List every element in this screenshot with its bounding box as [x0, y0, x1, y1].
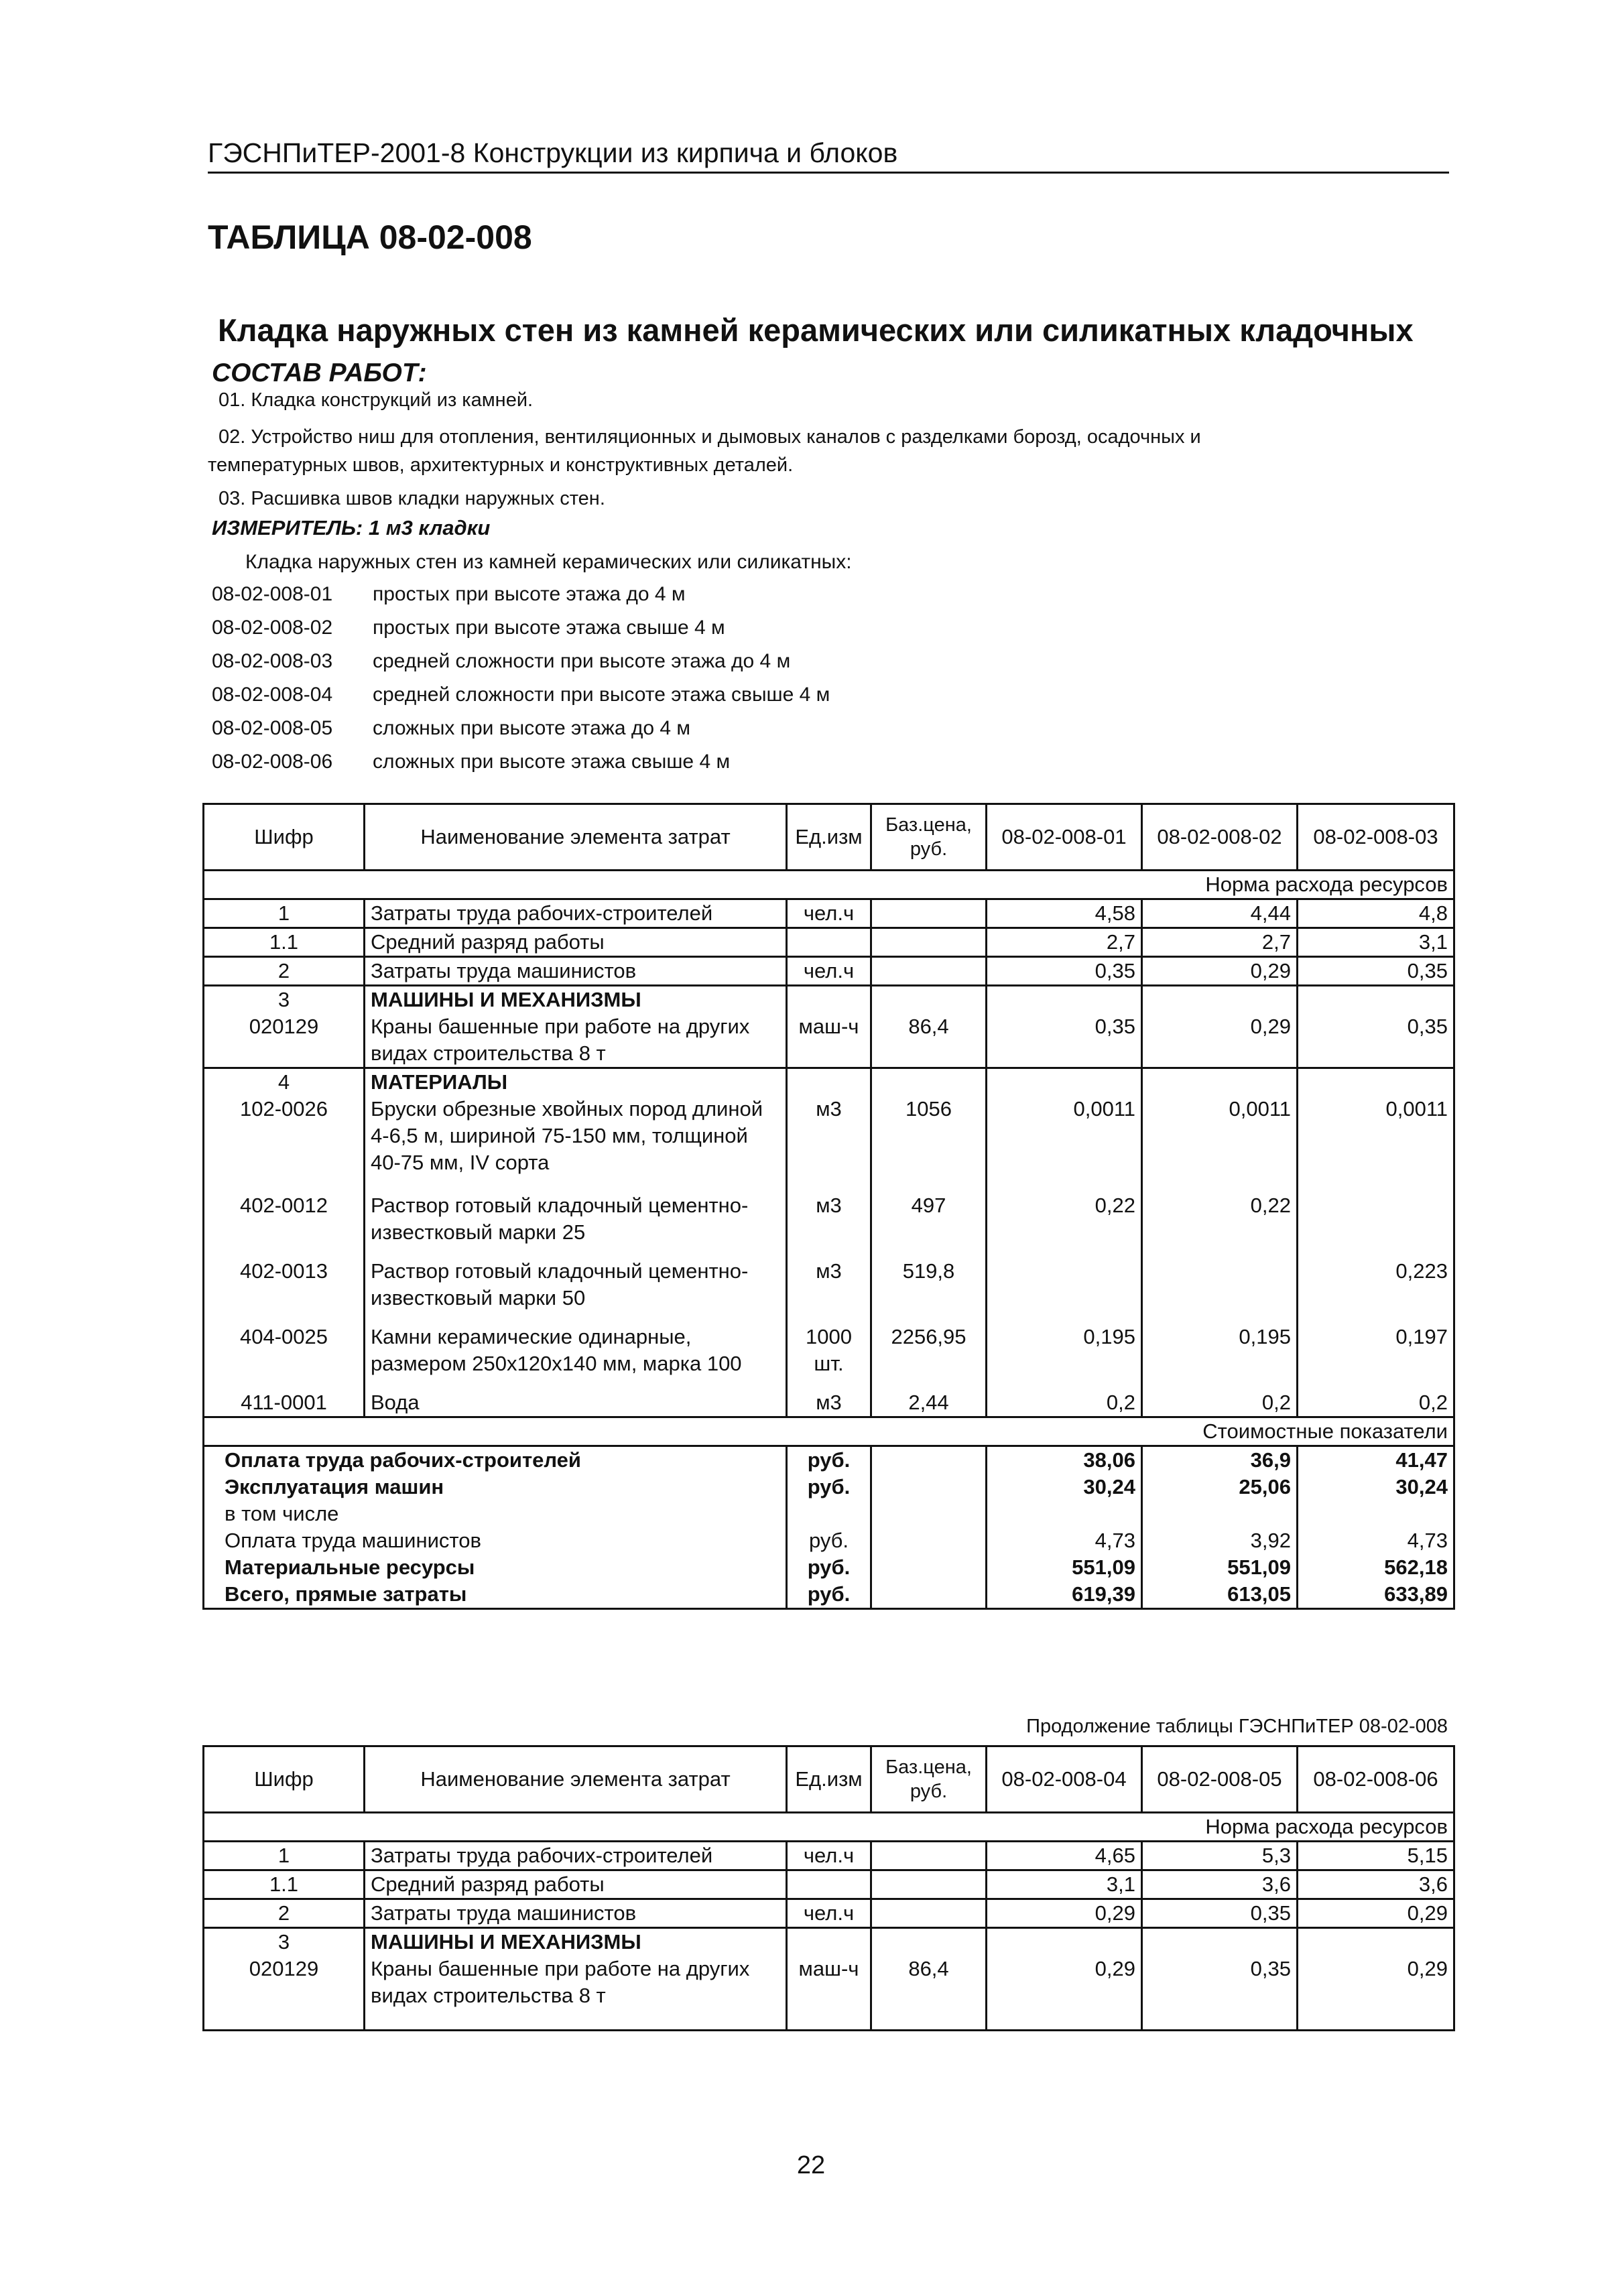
header-unit: Ед.изм — [787, 804, 871, 871]
cell-unit: м3 — [787, 1258, 871, 1324]
cell-unit: чел.ч — [787, 1899, 871, 1928]
variant-desc: простых при высоте этажа до 4 м — [373, 583, 686, 605]
cell-code: 3 — [204, 986, 365, 1014]
header-name: Наименование элемента затрат — [365, 804, 787, 871]
work-item: 01. Кладка конструкций из камней. — [219, 389, 534, 411]
table-row — [204, 1842, 1454, 1870]
table-row — [204, 1324, 1454, 1389]
cost-value: 4,73 — [1298, 1527, 1454, 1554]
cost-row — [204, 1474, 1454, 1501]
cell-code: 1 — [204, 899, 365, 928]
cell-price: 2256,95 — [871, 1324, 987, 1389]
cell-unit — [787, 928, 871, 957]
cost-row — [204, 1554, 1454, 1581]
norm-label-row — [204, 871, 1454, 899]
header-col-3: 08-02-008-03 — [1298, 804, 1454, 871]
cell-value: 0,29 — [1142, 1013, 1298, 1068]
cost-row — [204, 1446, 1454, 1474]
cell-price — [871, 928, 987, 957]
cell-value: 0,2 — [1298, 1389, 1454, 1417]
continuation-note: Продолжение таблицы ГЭСНПиТЕР 08-02-008 — [1026, 1716, 1448, 1737]
cell-name: Камни керамические одинарные, размером 250х120х140 мм, марка 100 — [365, 1324, 787, 1389]
cost-name: Оплата труда рабочих-строителей — [204, 1446, 787, 1474]
cost-name: в том числе — [204, 1501, 787, 1527]
cost-value: 613,05 — [1142, 1581, 1298, 1609]
variant-code: 08-02-008-03 — [212, 650, 333, 672]
cell-value: 0,22 — [987, 1192, 1142, 1258]
table-row — [204, 928, 1454, 957]
cell-code: 402-0013 — [204, 1258, 365, 1324]
cell-value: 0,195 — [1142, 1324, 1298, 1389]
work-item: 03. Расшивка швов кладки наружных стен. — [219, 488, 605, 509]
table-row — [204, 1192, 1454, 1258]
variant-desc: сложных при высоте этажа свыше 4 м — [373, 751, 731, 773]
cost-value: 38,06 — [987, 1446, 1142, 1474]
page-number: 22 — [796, 2151, 826, 2179]
variant-item — [212, 712, 690, 745]
cell-value: 4,8 — [1298, 899, 1454, 928]
cell-price — [871, 957, 987, 986]
cost-name: Оплата труда машинистов — [204, 1527, 787, 1554]
cell-unit: маш-ч — [787, 1013, 871, 1068]
header-code: Шифр — [204, 804, 365, 871]
table-row — [204, 1899, 1454, 1928]
variant-item — [212, 578, 686, 611]
cell-unit — [787, 1870, 871, 1899]
cell-name: Средний разряд работы — [365, 928, 787, 957]
cell-unit: чел.ч — [787, 1842, 871, 1870]
cell-name: Бруски обрезные хвойных пород длиной 4-6,5 м, шириной 75-150 мм, толщиной 40-75 мм, IV сорта — [365, 1096, 787, 1192]
norm-label: Норма расхода ресурсов — [204, 1813, 1454, 1842]
cell-price: 519,8 — [871, 1258, 987, 1324]
cost-value: 36,9 — [1142, 1446, 1298, 1474]
table-row — [204, 1258, 1454, 1324]
header-col-1: 08-02-008-01 — [987, 804, 1142, 871]
cell-value: 0,0011 — [1142, 1096, 1298, 1192]
cell-value — [987, 1258, 1142, 1324]
variant-item — [212, 645, 790, 678]
cell-unit: м3 — [787, 1096, 871, 1192]
cost-value: 41,47 — [1298, 1446, 1454, 1474]
variants-intro: Кладка наружных стен из камней керамических или силикатных: — [245, 551, 852, 573]
section-title: Кладка наружных стен из камней керамических или силикатных кладочных — [218, 312, 1414, 348]
cell-value: 3,6 — [1298, 1870, 1454, 1899]
cell-value: 0,35 — [1142, 1899, 1298, 1928]
table-row — [204, 1068, 1454, 1096]
cell-value — [1142, 1258, 1298, 1324]
composition-label: СОСТАВ РАБОТ: — [212, 359, 427, 387]
table-row — [204, 957, 1454, 986]
cell-name: Краны башенные при работе на других видах строительства 8 т — [365, 1956, 787, 2031]
table-row — [204, 1013, 1454, 1068]
cell-value: 0,223 — [1298, 1258, 1454, 1324]
cell-value: 0,29 — [1142, 957, 1298, 986]
cell-name: Раствор готовый кладочный цементно-известковый марки 25 — [365, 1192, 787, 1258]
cost-name: Материальные ресурсы — [204, 1554, 787, 1581]
table-title: ТАБЛИЦА 08-02-008 — [208, 218, 532, 256]
cell-unit: м3 — [787, 1389, 871, 1417]
cell-code: 411-0001 — [204, 1389, 365, 1417]
variant-item — [212, 678, 830, 712]
cell-value: 0,29 — [987, 1899, 1142, 1928]
header-price: Баз.цена, руб. — [871, 804, 987, 871]
cost-value: 25,06 — [1142, 1474, 1298, 1501]
header-col-2: 08-02-008-02 — [1142, 804, 1298, 871]
cell-name: Затраты труда рабочих-строителей — [365, 1842, 787, 1870]
variant-item — [212, 745, 730, 779]
variant-code: 08-02-008-01 — [212, 583, 333, 605]
cell-code: 4 — [204, 1068, 365, 1096]
variant-code: 08-02-008-06 — [212, 751, 333, 773]
cost-name: Всего, прямые затраты — [204, 1581, 787, 1609]
cell-code: 1.1 — [204, 928, 365, 957]
cell-value: 0,35 — [1298, 957, 1454, 986]
table-row — [204, 1870, 1454, 1899]
cell-value: 0,2 — [987, 1389, 1142, 1417]
cell-name: Затраты труда машинистов — [365, 1899, 787, 1928]
cost-value: 30,24 — [987, 1474, 1142, 1501]
cell-value: 0,29 — [1298, 1899, 1454, 1928]
cell-name: Затраты труда рабочих-строителей — [365, 899, 787, 928]
cost-unit: руб. — [787, 1446, 871, 1474]
header-col-1: 08-02-008-04 — [987, 1746, 1142, 1813]
cell-price — [871, 1842, 987, 1870]
variant-code: 08-02-008-05 — [212, 717, 333, 739]
cell-name: МАШИНЫ И МЕХАНИЗМЫ — [365, 1928, 787, 1956]
resource-table-2 — [202, 1745, 1455, 2031]
cell-value: 3,1 — [1298, 928, 1454, 957]
cost-unit: руб. — [787, 1474, 871, 1501]
cell-name: Затраты труда машинистов — [365, 957, 787, 986]
table-row — [204, 1389, 1454, 1417]
variant-desc: сложных при высоте этажа до 4 м — [373, 717, 691, 739]
cell-name: МАТЕРИАЛЫ — [365, 1068, 787, 1096]
cell-code: 2 — [204, 957, 365, 986]
cell-code: 2 — [204, 1899, 365, 1928]
cell-value: 4,58 — [987, 899, 1142, 928]
header-name: Наименование элемента затрат — [365, 1746, 787, 1813]
cell-value: 3,1 — [987, 1870, 1142, 1899]
cell-value: 0,22 — [1142, 1192, 1298, 1258]
cell-code: 102-0026 — [204, 1096, 365, 1192]
cell-value: 0,29 — [1298, 1956, 1454, 2031]
cell-value: 0,35 — [987, 957, 1142, 986]
cell-value: 0,35 — [1142, 1956, 1298, 2031]
cell-name: Средний разряд работы — [365, 1870, 787, 1899]
cell-value: 0,195 — [987, 1324, 1142, 1389]
variant-desc: средней сложности при высоте этажа свыше 4 м — [373, 684, 830, 706]
cost-label: Стоимостные показатели — [204, 1417, 1454, 1446]
variant-desc: простых при высоте этажа свыше 4 м — [373, 617, 725, 639]
table-header-row — [204, 1746, 1454, 1813]
cost-unit: руб. — [787, 1554, 871, 1581]
cell-name: Раствор готовый кладочный цементно-известковый марки 50 — [365, 1258, 787, 1324]
cost-value: 3,92 — [1142, 1527, 1298, 1554]
cell-value: 0,2 — [1142, 1389, 1298, 1417]
cell-value: 2,7 — [1142, 928, 1298, 957]
table-header-row — [204, 804, 1454, 871]
cell-code: 1.1 — [204, 1870, 365, 1899]
cell-value: 4,65 — [987, 1842, 1142, 1870]
cost-value: 633,89 — [1298, 1581, 1454, 1609]
cost-value: 4,73 — [987, 1527, 1142, 1554]
cell-value: 2,7 — [987, 928, 1142, 957]
cost-value: 30,24 — [1298, 1474, 1454, 1501]
cost-name: Эксплуатация машин — [204, 1474, 787, 1501]
cell-value: 0,29 — [987, 1956, 1142, 2031]
cell-value: 0,35 — [987, 1013, 1142, 1068]
cell-unit: 1000 шт. — [787, 1324, 871, 1389]
cell-price: 1056 — [871, 1096, 987, 1192]
table-row — [204, 1956, 1454, 2031]
cell-value: 3,6 — [1142, 1870, 1298, 1899]
cell-value: 0,0011 — [987, 1096, 1142, 1192]
cost-row — [204, 1527, 1454, 1554]
resource-table-1 — [202, 803, 1455, 1610]
cost-row — [204, 1501, 1454, 1527]
cell-value: 5,15 — [1298, 1842, 1454, 1870]
cost-value: 551,09 — [987, 1554, 1142, 1581]
cell-name: МАШИНЫ И МЕХАНИЗМЫ — [365, 986, 787, 1014]
cell-unit: чел.ч — [787, 899, 871, 928]
cell-code: 402-0012 — [204, 1192, 365, 1258]
cell-unit: маш-ч — [787, 1956, 871, 2031]
cost-label-row — [204, 1417, 1454, 1446]
cell-price — [871, 1870, 987, 1899]
cell-value — [1298, 1192, 1454, 1258]
cell-value: 0,35 — [1298, 1013, 1454, 1068]
table-row — [204, 1096, 1454, 1192]
header-price: Баз.цена, руб. — [871, 1746, 987, 1813]
cost-value: 551,09 — [1142, 1554, 1298, 1581]
cell-value: 0,197 — [1298, 1324, 1454, 1389]
measure-unit: ИЗМЕРИТЕЛЬ: 1 м3 кладки — [212, 516, 491, 539]
cell-price: 86,4 — [871, 1013, 987, 1068]
cell-code: 3 — [204, 1928, 365, 1956]
cost-row — [204, 1581, 1454, 1609]
cell-code: 1 — [204, 1842, 365, 1870]
cell-value: 0,0011 — [1298, 1096, 1454, 1192]
cell-code: 020129 — [204, 1956, 365, 2031]
work-item: температурных швов, архитектурных и конструктивных деталей. — [208, 454, 794, 476]
cell-unit: чел.ч — [787, 957, 871, 986]
cell-price — [871, 899, 987, 928]
table-row — [204, 1928, 1454, 1956]
cost-unit: руб. — [787, 1581, 871, 1609]
header-col-3: 08-02-008-06 — [1298, 1746, 1454, 1813]
norm-label: Норма расхода ресурсов — [204, 871, 1454, 899]
document-header: ГЭСНПиТЕР-2001-8 Конструкции из кирпича и блоков — [208, 134, 1449, 174]
header-code: Шифр — [204, 1746, 365, 1813]
header-unit: Ед.изм — [787, 1746, 871, 1813]
cost-value: 619,39 — [987, 1581, 1142, 1609]
cell-value: 5,3 — [1142, 1842, 1298, 1870]
table-row — [204, 986, 1454, 1014]
cost-value: 562,18 — [1298, 1554, 1454, 1581]
cell-price: 2,44 — [871, 1389, 987, 1417]
cell-unit: м3 — [787, 1192, 871, 1258]
cell-price: 497 — [871, 1192, 987, 1258]
cell-code: 020129 — [204, 1013, 365, 1068]
variant-code: 08-02-008-02 — [212, 617, 333, 639]
cell-value: 4,44 — [1142, 899, 1298, 928]
cost-unit: руб. — [787, 1527, 871, 1554]
cell-price — [871, 1899, 987, 1928]
table-row — [204, 899, 1454, 928]
norm-label-row — [204, 1813, 1454, 1842]
variant-item — [212, 611, 725, 645]
cell-name: Краны башенные при работе на других видах строительства 8 т — [365, 1013, 787, 1068]
header-col-2: 08-02-008-05 — [1142, 1746, 1298, 1813]
work-item: 02. Устройство ниш для отопления, вентиляционных и дымовых каналов с разделками борозд, осадочных и — [219, 426, 1201, 448]
variant-desc: средней сложности при высоте этажа до 4 м — [373, 650, 791, 672]
variant-code: 08-02-008-04 — [212, 684, 333, 706]
cell-code: 404-0025 — [204, 1324, 365, 1389]
cell-name: Вода — [365, 1389, 787, 1417]
cell-price: 86,4 — [871, 1956, 987, 2031]
